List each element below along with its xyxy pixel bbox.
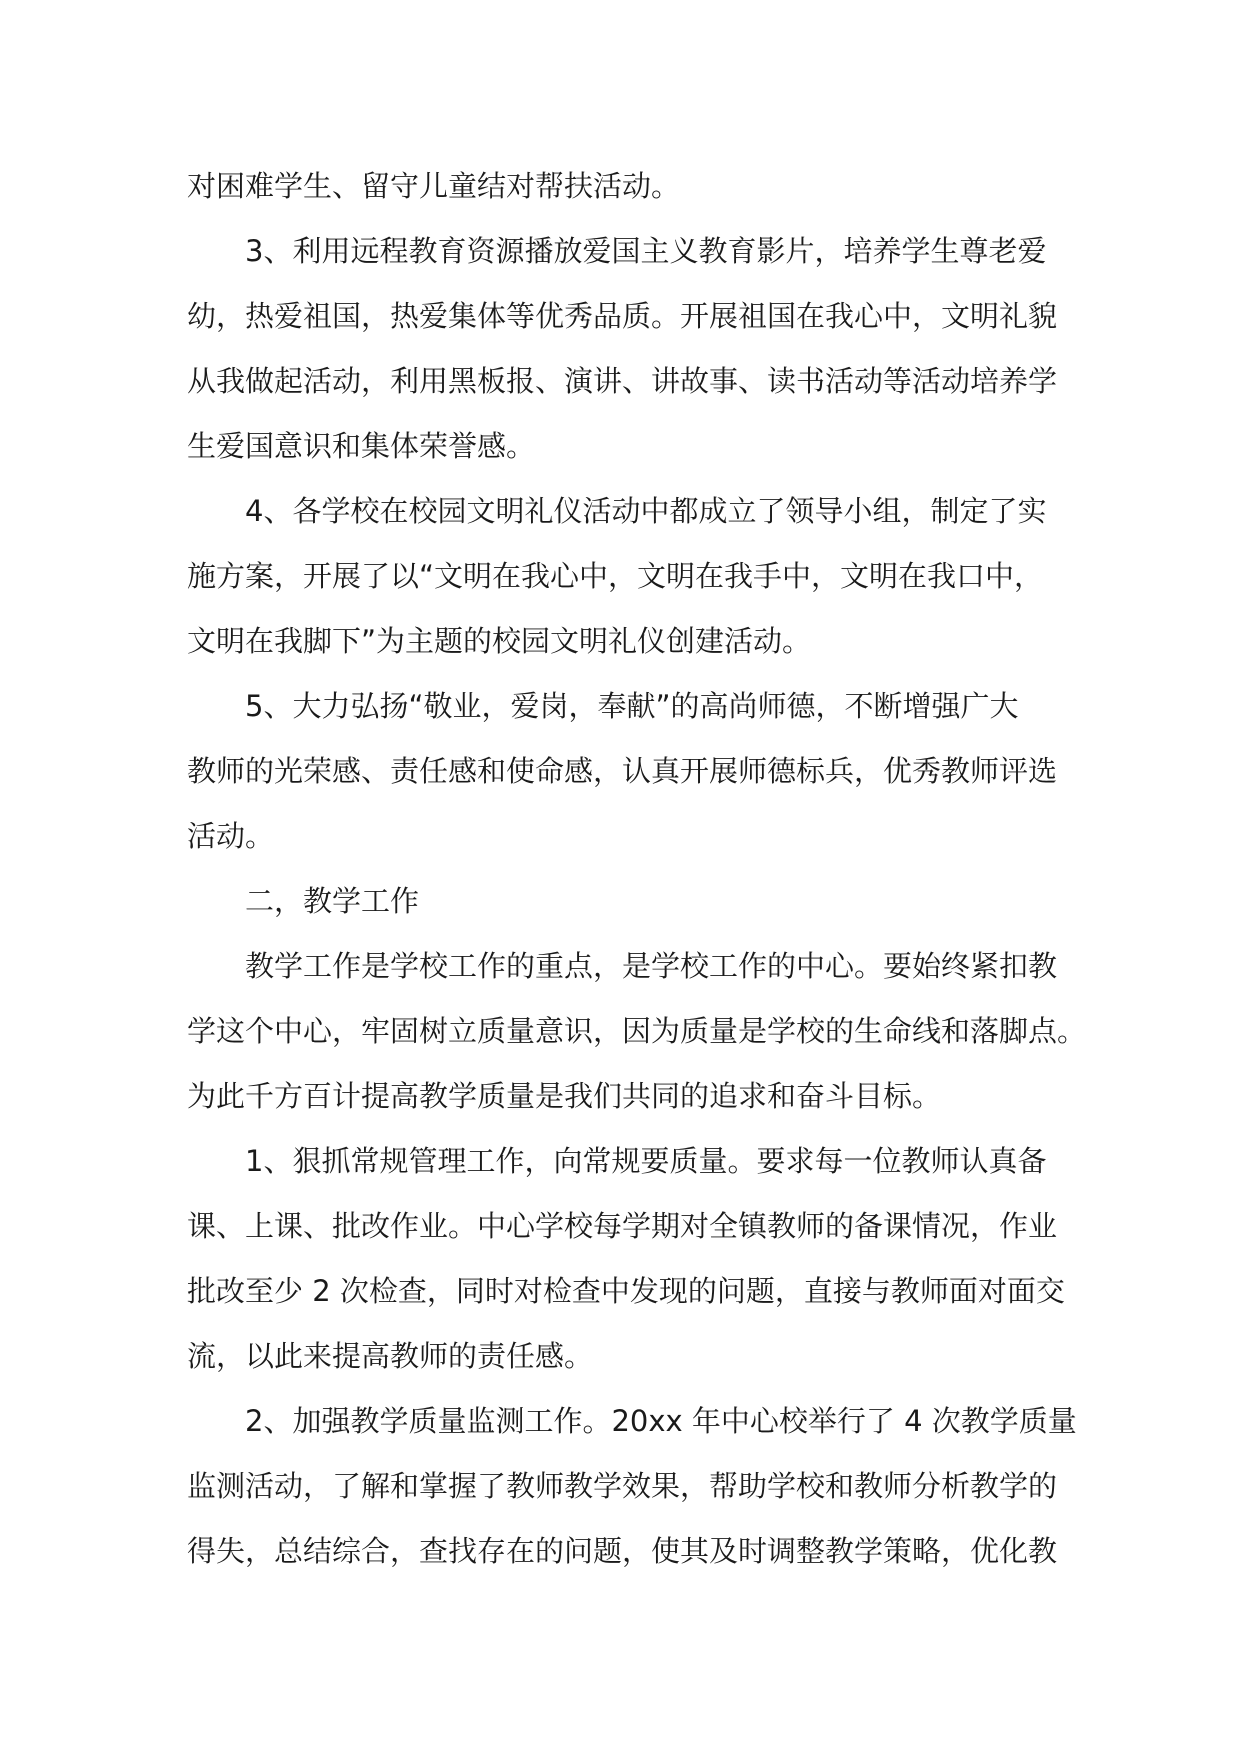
text-line: 教师的光荣感、责任感和使命感，认真开展师德标兵，优秀教师评选: [187, 754, 1058, 788]
text-line: 对困难学生、留守儿童结对帮扶活动。: [187, 169, 681, 203]
paragraph-1: [187, 219, 1087, 479]
text-line: 课、上课、批改作业。中心学校每学期对全镇教师的备课情况，作业: [187, 1209, 1058, 1243]
document-body: [187, 154, 1087, 1584]
paragraph-2: [187, 479, 1087, 674]
text-line: 从我做起活动，利用黑板报、演讲、讲故事、读书活动等活动培养学: [187, 364, 1058, 398]
paragraph-6: [187, 1129, 1087, 1389]
text-line: 施方案，开展了以“文明在我心中，文明在我手中，文明在我口中，: [187, 559, 1044, 593]
text-line: 监测活动，了解和掌握了教师教学效果，帮助学校和教师分析教学的: [187, 1469, 1058, 1503]
text-line: 2、加强教学质量监测工作。20xx 年中心校举行了 4 次教学质量: [245, 1404, 1077, 1438]
text-line: 教学工作是学校工作的重点，是学校工作的中心。要始终紧扣教: [245, 949, 1058, 983]
text-line: 批改至少 2 次检查，同时对检查中发现的问题，直接与教师面对面交: [187, 1274, 1065, 1308]
section-heading: [187, 869, 1087, 934]
text-line: 3、利用远程教育资源播放爱国主义教育影片，培养学生尊老爱: [245, 234, 1047, 268]
text-line: 得失，总结综合，查找存在的问题，使其及时调整教学策略，优化教: [187, 1534, 1058, 1568]
text-line: 4、各学校在校园文明礼仪活动中都成立了领导小组，制定了实: [245, 494, 1047, 528]
text-line: 学这个中心，牢固树立质量意识，因为质量是学校的生命线和落脚点。: [187, 1014, 1087, 1048]
paragraph-5: [187, 934, 1087, 1129]
text-line: 活动。: [187, 819, 275, 853]
text-line: 幼，热爱祖国，热爱集体等优秀品质。开展祖国在我心中，文明礼貌: [187, 299, 1058, 333]
text-line: 生爱国意识和集体荣誉感。: [187, 429, 536, 463]
heading-text: 二，教学工作: [245, 884, 420, 918]
text-line: 为此千方百计提高教学质量是我们共同的追求和奋斗目标。: [187, 1079, 942, 1113]
text-line: 1、狠抓常规管理工作，向常规要质量。要求每一位教师认真备: [245, 1144, 1047, 1178]
paragraph-0: [187, 154, 1087, 219]
paragraph-3: [187, 674, 1087, 869]
text-line: 文明在我脚下”为主题的校园文明礼仪创建活动。: [187, 624, 812, 658]
text-line: 流，以此来提高教师的责任感。: [187, 1339, 594, 1373]
text-line: 5、大力弘扬“敬业，爱岗，奉献”的高尚师德，不断增强广大: [245, 689, 1019, 723]
paragraph-7: [187, 1389, 1087, 1584]
